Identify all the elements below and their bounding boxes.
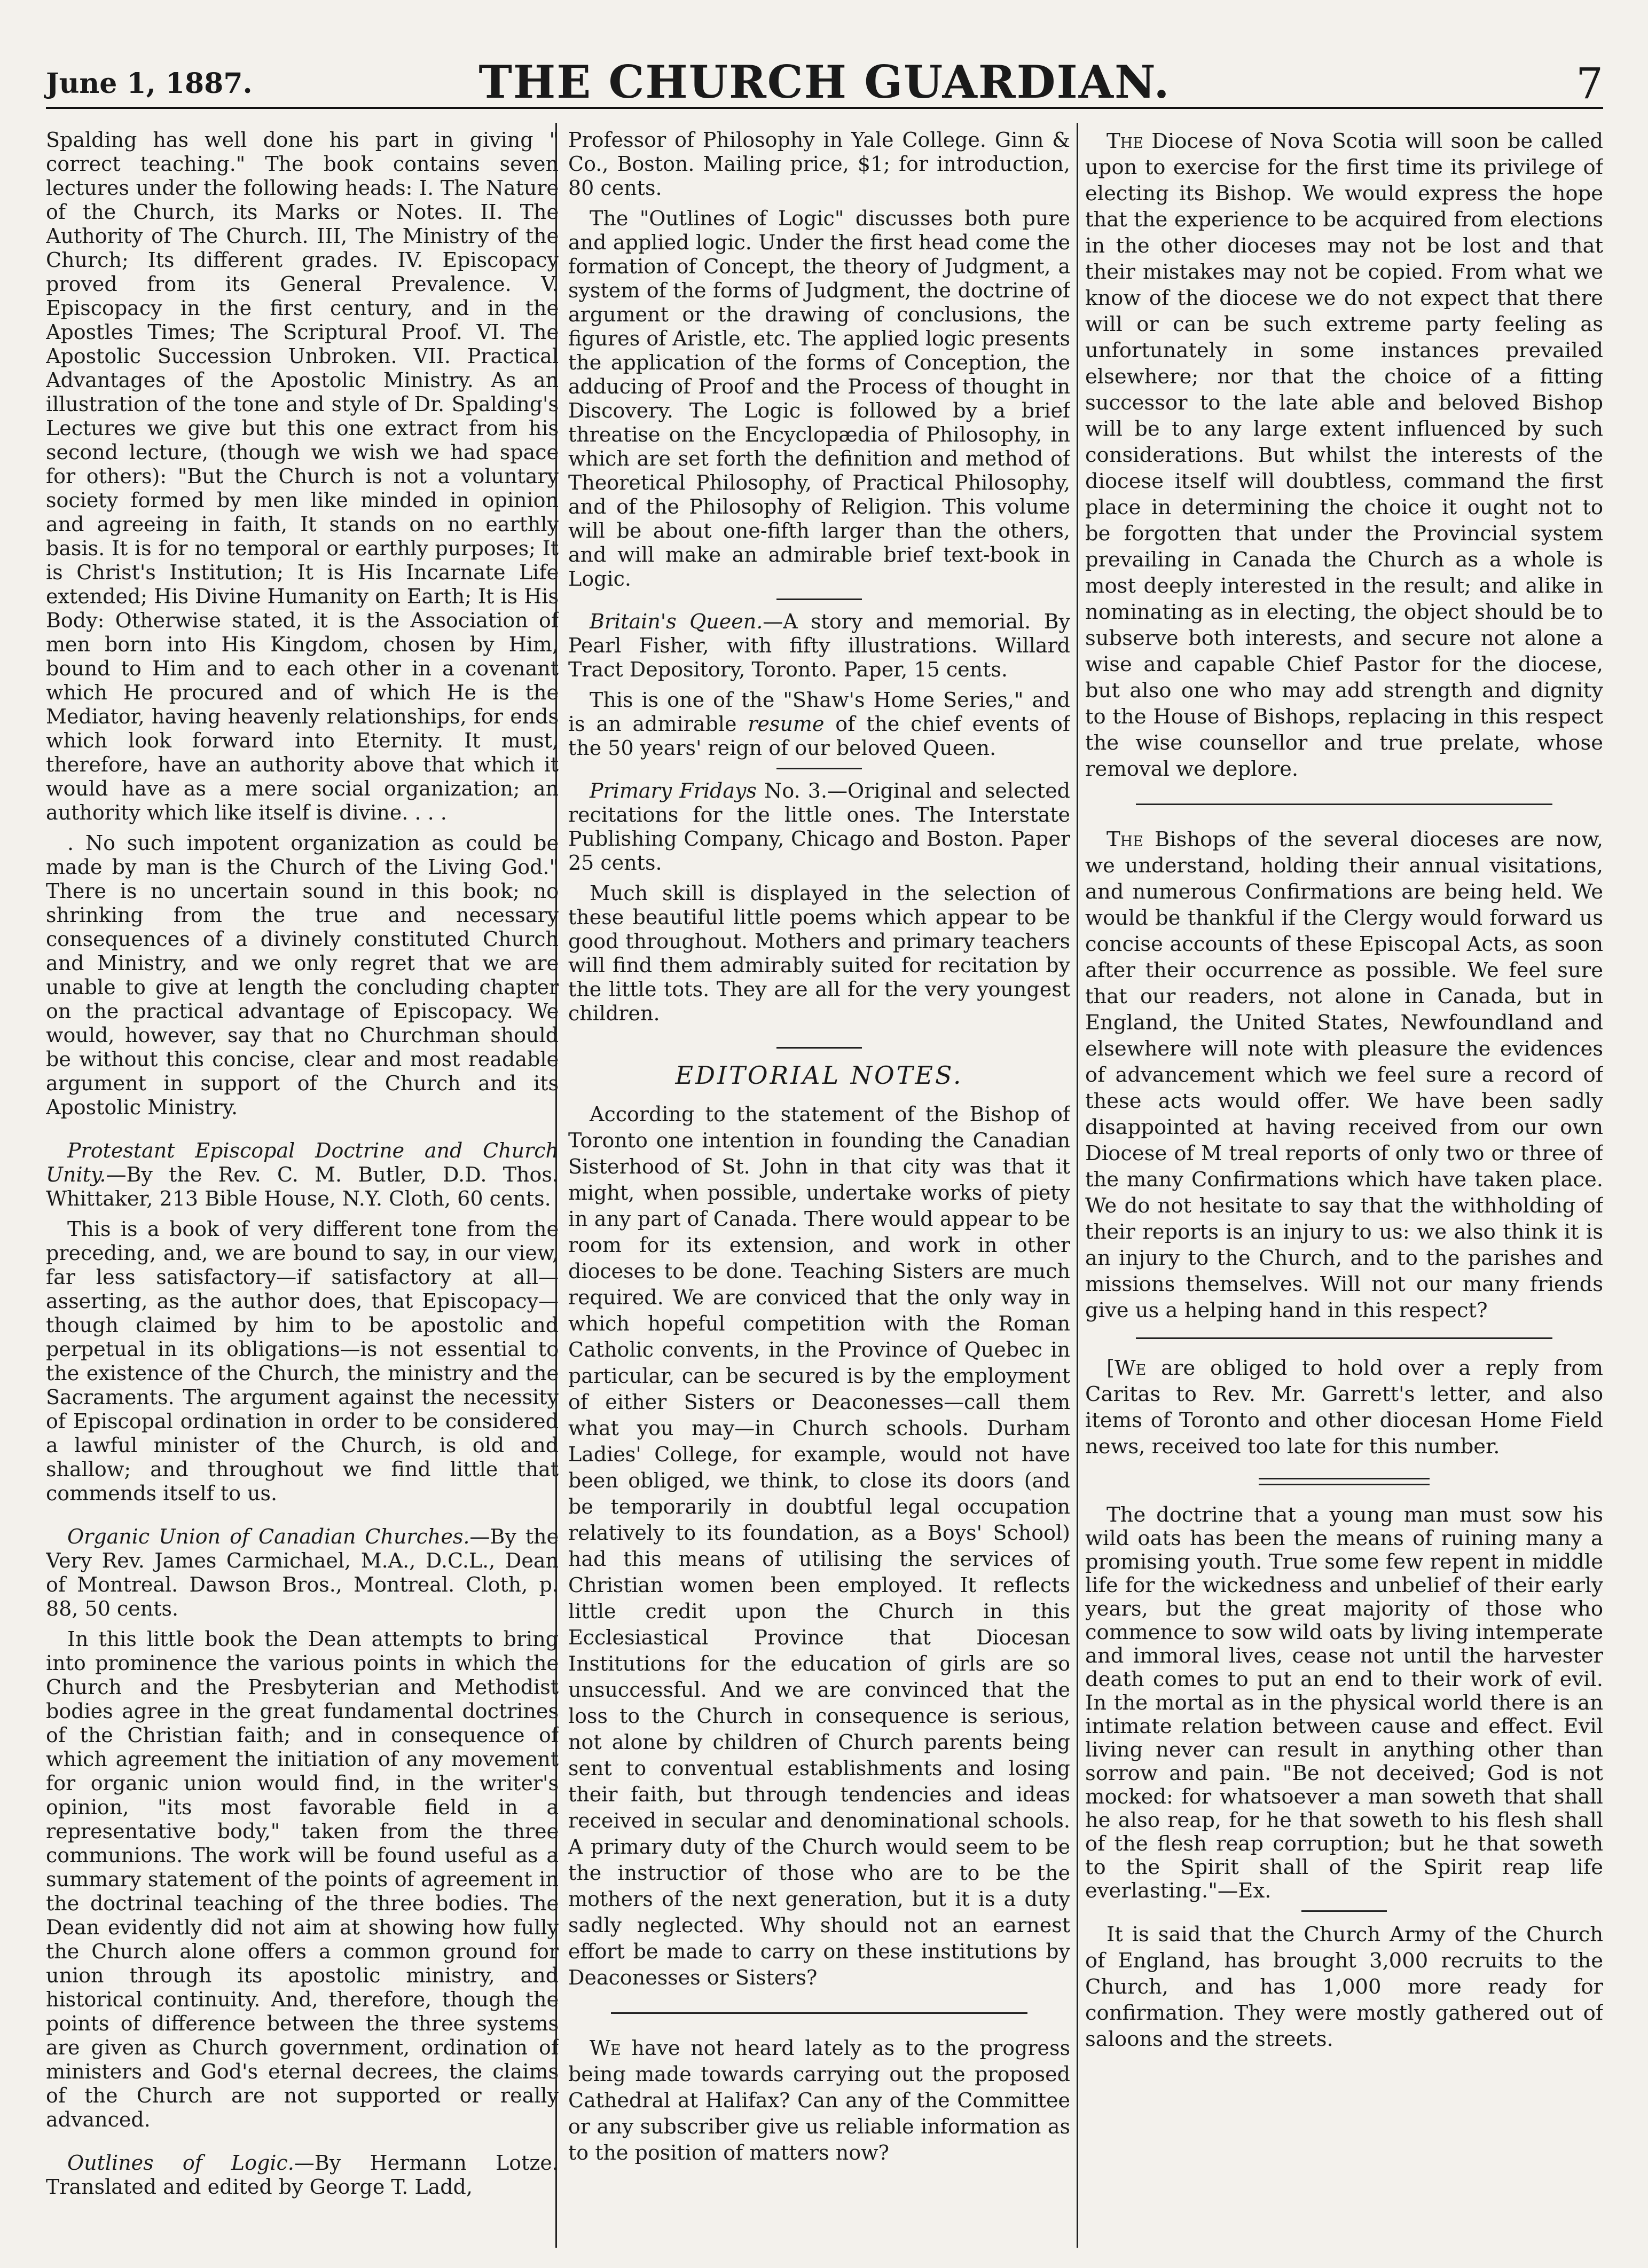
section-rule xyxy=(776,768,862,769)
review-britains-queen-info: —A story and memorial. By Pearl Fisher, with fifty illustrations. Willard Tract Depository, Toronto. Paper, 15 cents. xyxy=(568,610,1070,681)
editorial-lead-word: We xyxy=(590,2036,621,2060)
editorial-notes-heading: EDITORIAL NOTES. xyxy=(675,1061,963,1090)
review-butler-citation xyxy=(46,1139,559,1211)
review-britains-queen-title: Britain's Queen. xyxy=(590,610,763,633)
review-carmichael-info: —By the Very Rev. James Carmichael, M.A., D.C.L., Dean of Montreal. Dawson Bros., Montreal. Cloth, p. 88, 50 cents. xyxy=(46,1525,559,1620)
review-butler-info: —By the Rev. C. M. Butler, D.D. Thos. Whittaker, 213 Bible House, N.Y. Cloth, 60 cents. xyxy=(46,1163,559,1210)
issue-date: June 1, 1887. xyxy=(46,67,253,100)
editorial-halifax-cathedral-text: have not heard lately as to the progress being made towards carrying out the proposed Cathedral at Halifax? Can any of the Committee or any subscriber give us reliable information as to the position of matters now? xyxy=(568,2036,1070,2164)
section-rule xyxy=(1136,1337,1552,1339)
review-carmichael-title: Organic Union of Canadian Churches. xyxy=(67,1525,470,1548)
column-divider-2 xyxy=(1077,123,1078,2248)
section-rule xyxy=(1136,804,1552,805)
review-britains-queen-body xyxy=(568,688,1070,760)
review-primary-fridays-citation xyxy=(568,779,1070,875)
review-britains-queen-body-text: This is one of the "Shaw's Home Series," and is an admirable xyxy=(568,688,1070,736)
section-rule xyxy=(776,598,862,600)
editorial-lead-word: [We xyxy=(1106,1356,1147,1380)
column-2 xyxy=(568,128,1070,2242)
column-1 xyxy=(46,128,559,2242)
editorial-nova-scotia-bishop xyxy=(1085,128,1603,782)
editorial-sisterhood: According to the statement of the Bishop of Toronto one intention in founding the Canadian Sisterhood of St. John in that city was that it might, when possible, undertake works of piety in any part of Canada. There would appear to be room for its extension, and work in other dioceses to be done. Teaching Sisters are much required. We are conviced that the only way in which hopeful competition with the Roman Catholic convents, in the Province of Quebec in particular, can be secured is by the employment of either Sisters or Deaconesses—call them what you may—in Church schools. Durham Ladies' College, for example, would not have been obliged, we think, to close its doors (and be temporarily in doubtful legal occupation relatively to its foundation, as a Boys' School) had this means of utilising the services of Christian women been employed. It reflects little credit upon the Church in this Ecclesiastical Province that Diocesan Institutions for the education of girls are so unsuccessful. And we are convinced that the loss to the Church in consequence is serious, not alone by children of Church parents being sent to conventual establishments and losing their faith, but through tendencies and ideas received in secular and denominational schools. A primary duty of the Church would seem to be the instructior of those who are to be the mothers of the next generation, but it is a duty sadly neglected. Why should not an earnest effort be made to carry on these institutions by Deaconesses or Sisters? xyxy=(568,1102,1070,1989)
editorial-notice xyxy=(1085,1355,1603,1460)
editorial-halifax-cathedral xyxy=(568,2035,1070,2166)
header-rule xyxy=(46,107,1603,109)
editorial-nova-scotia-bishop-text: Diocese of Nova Scotia will soon be called upon to exercise for the first time its privilege of electing its Bishop. We would express the hope that the experience to be acquired from elections in the other dioceses may not be lost and that their mistakes may not be copied. From what we know of the diocese we do not expect that there will or can be such extreme party feeling as unfortunately in some instances prevailed elsewhere; nor that the choice of a fitting successor to the late able and beloved Bishop will be to any large extent influenced by such considerations. But whilst the interests of the diocese itself will doubtless, command the first place in determining the choice it ought not to be forgotten that under the Provincial system prevailing in Canada the Church as a whole is most deeply interested in the result; and alike in nominating as in electing, the object should be to subserve both interests, and secure not alone a wise and capable Chief Pastor for the diocese, but also one who may add strength and dignity to the House of Bishops, replacing in this respect the wise counsellor and true prelate, whose removal we deplore. xyxy=(1085,129,1603,781)
section-rule xyxy=(1301,1910,1387,1912)
review-britains-queen-body-text-end: of the chief events of the 50 years' reign of our beloved Queen. xyxy=(568,712,1070,760)
section-rule xyxy=(776,1047,862,1049)
review-lotze-info: —By Hermann Lotze. Translated and edited by George T. Ladd, xyxy=(46,2151,559,2199)
section-rule xyxy=(611,2012,1027,2014)
column-3 xyxy=(1085,128,1603,2242)
page-number: 7 xyxy=(1576,59,1603,108)
review-butler-body: This is a book of very different tone from the preceding, and, we are bound to say, in our view, far less satisfactory—if satisfactory at all—asserting, as the author does, that Episcopacy—though claimed by him to be apostolic and perpetual in its obligations—is not essential to the existence of the Church, the ministry and the Sacraments. The argument against the necessity of Episcopal ordination in order to be considered a lawful minister of the Church, is old and shallow; and throughout we find little that commends itself to us. xyxy=(46,1217,559,1505)
editorial-notice-text: are obliged to hold over a reply from Caritas to Rev. Mr. Garrett's letter, and also items of Toronto and other diocesan Home Field news, received too late for this number. xyxy=(1085,1356,1603,1459)
editorial-lead-word: The xyxy=(1106,129,1143,153)
review-butler-title: Protestant Episcopal Doctrine and Church Unity. xyxy=(46,1139,559,1186)
review-primary-fridays-body: Much skill is displayed in the selection of these beautiful little poems which appear to be good throughout. Mothers and primary teachers will find them admirably suited for recitation by the little tots. They are all for the very youngest children. xyxy=(568,881,1070,1025)
newspaper-title: THE CHURCH GUARDIAN. xyxy=(478,56,1171,108)
masthead xyxy=(46,37,1603,108)
review-britains-queen-citation xyxy=(568,610,1070,682)
review-primary-fridays-info: No. 3.—Original and selected recitations for the little ones. The Interstate Publishing Company, Chicago and Boston. Paper 25 cents. xyxy=(568,779,1070,875)
editorial-church-army: It is said that the Church Army of the Church of England, has brought 3,000 recruits to the Church, and has 1,000 more ready for confirmation. They were mostly gathered out of saloons and the streets. xyxy=(1085,1923,1603,2051)
editorial-confirmations-text: Bishops of the several dioceses are now, we understand, holding their annual visitations, and numerous Confirmations are being held. We would be thankful if the Clergy would forward us concise accounts of these Episcopal Acts, as soon after their occurrence as possible. We feel sure that our readers, not alone in Canada, but in England, the United States, Newfoundland and elsewhere will note with pleasure the evidences of advancement which we feel sure a record of these acts would offer. We have been sadly disappointed at having received from our own Diocese of M treal reports of only two or three of the many Confirmations which have taken place. We do not hesitate to say that the withholding of their reports is an injury to us: we also think it is an injury to the Church, and to the parishes and missions themselves. Will not our many friends give us a helping hand in this respect? xyxy=(1085,828,1603,1322)
editorial-confirmations xyxy=(1085,826,1603,1324)
review-carmichael-body: In this little book the Dean attempts to bring into prominence the various points in which the Church and the Presbyterian and Methodist bodies agree in the great fundamental doctrines of the Christian faith; and in consequence of which agreement the initiation of any movement for organic union would find, in the writer's opinion, "its most favorable field in a representative body," taken from the three communions. The work will be found useful as a summary statement of the points of agreement in the doctrinal teaching of the three bodies. The Dean evidently did not aim at showing how fully the Church alone offers a common ground for union through its apostolic ministry, and historical continuity. And, therefore, though the points of difference between the three systems are given as Church government, ordination of ministers and God's eternal decrees, the claims of the Church are not supported or really advanced. xyxy=(46,1627,559,2131)
editorial-lead-word: The xyxy=(1106,828,1143,852)
review-spalding-conclusion: . No such impotent organization as could be made by man is the Church of the Living God." There is no uncertain sound in this book; no shrinking from the true and necessary consequences of a divinely constituted Church and Ministry, and we only regret that we are unable to give at length the concluding chapter on the practical advantage of Episcopacy. We would, however, say that no Churchman should be without this concise, clear and most readable argument in support of the Church and its Apostolic Ministry. xyxy=(46,831,559,1119)
review-lotze-title: Outlines of Logic. xyxy=(67,2151,294,2175)
review-lotze-body: The "Outlines of Logic" discusses both pure and applied logic. Under the first head come the formation of Concept, the theory of Judgment, a system of the forms of Judgment, the doctrine of argument or the drawing of conclusions, the figures of Aristle, etc. The applied logic presents the application of the forms of Conception, the adducing of Proof and the Process of thought in Discovery. The Logic is followed by a brief threatise on the Encyclopædia of Philosophy, in which are set forth the definition and method of Theoretical Philosophy, of Practical Philosophy, and of the Philosophy of Religion. This volume will be about one-fifth larger than the others, and will make an admirable brief text-book in Logic. xyxy=(568,207,1070,590)
review-primary-fridays-title: Primary Fridays xyxy=(590,779,757,802)
review-lotze-citation xyxy=(46,2151,559,2199)
review-lotze-info-continued: Professor of Philosophy in Yale College. Ginn & Co., Boston. Mailing price, $1; for introduction, 80 cents. xyxy=(568,128,1070,200)
review-britains-queen-body-emphasis: resume xyxy=(748,712,825,736)
editorial-wild-oats: The doctrine that a young man must sow his wild oats has been the means of ruining many a promising youth. True some few repent in middle life for the wickedness and unbelief of their early years, but the great majority of those who commence to sow wild oats by living intemperate and immoral lives, cease not until the harvester death comes to put an end to their work of evil. In the mortal as in the physical world there is an intimate relation between cause and effect. Evil living never can result in anything other than sorrow and pain. "Be not deceived; God is not mocked: for whatsoever a man soweth that shall he also reap, for he that soweth to his flesh shall of the flesh reap corruption; but he that soweth to the Spirit shall of the Spirit reap life everlasting."—Ex. xyxy=(1085,1503,1603,1903)
review-carmichael-citation xyxy=(46,1525,559,1621)
section-double-rule xyxy=(1259,1478,1430,1485)
review-spalding-body: Spalding has well done his part in giving " correct teaching." The book contains seven lectures under the following heads: I. The Nature of the Church, its Marks or Notes. II. The Authority of The Church. III, The Ministry of the Church; Its different grades. IV. Episcopacy proved from its General Prevalence. V. Episcopacy in the first century, and in the Apostles Times; The Scriptural Proof. VI. The Apostolic Succession Unbroken. VII. Practical Advantages of the Apostolic Ministry. As an illustration of the tone and style of Dr. Spalding's Lectures we give but this one extract from his second lecture, (though we wish we had space for others): "But the Church is not a voluntary society formed by men like minded in opinion and agreeing in faith, It stands on no earthly basis. It is for no temporal or earthly purposes; It is Christ's Institution; It is His Incarnate Life extended; His Divine Humanity on Earth; It is His Body: Otherwise stated, it is the Association of men born into His Kingdom, chosen by Him, bound to Him and to each other in a covenant which He procured and of which He is the Mediator, having heavenly relationships, for ends which look forward into Eternity. It must, therefore, have an authority above that which it would have as a mere social organization; an authority which like itself is divine. . . . xyxy=(46,128,559,824)
